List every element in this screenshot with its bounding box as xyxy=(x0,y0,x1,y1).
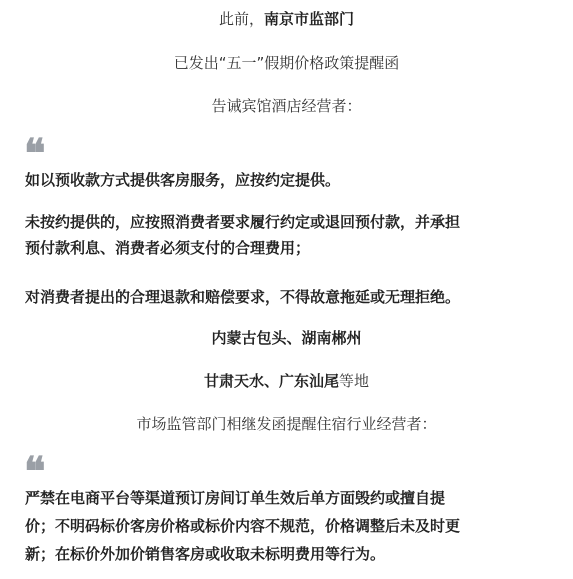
middle-line-2-suffix: 等地 xyxy=(339,372,370,390)
quote2-line-3: 新；在标价外加价销售客房或收取未标明费用等行为。 xyxy=(25,545,386,563)
quote2-line-2: 价；不明码标价客房价格或标价内容不规范，价格调整后未及时更 xyxy=(25,517,461,535)
middle-line-3: 市场监管部门相继发函提醒住宿行业经营者： xyxy=(136,415,437,433)
quote2-line-1: 严禁在电商平台等渠道预订房间订单生效后单方面毁约或擅自提 xyxy=(25,489,446,507)
quote1-paragraph-3: 对消费者提出的合理退款和赔偿要求，不得故意拖延或无理拒绝。 xyxy=(25,288,461,306)
middle-line-1-bold: 内蒙古包头、湖南郴州 xyxy=(211,329,362,347)
quote-open-icon: ❝ xyxy=(24,130,46,177)
middle-line-2-bold: 甘肃天水、广东汕尾 xyxy=(203,372,339,390)
intro-line-2: 已发出“五一”假期价格政策提醒函 xyxy=(173,54,400,72)
quote1-paragraph-2-line-1: 未按约提供的，应按照消费者要求履行约定或退回预付款，并承担 xyxy=(25,213,461,231)
intro-line-1-prefix: 此前， xyxy=(218,10,264,28)
middle-line-2 xyxy=(0,371,573,391)
intro-line-3: 告诫宾馆酒店经营者： xyxy=(211,97,362,115)
quote1-paragraph-2-line-2: 预付款利息、消费者必须支付的合理费用； xyxy=(25,239,311,257)
quote-open-icon-2: ❝ xyxy=(24,448,46,495)
quote1-paragraph-1: 如以预收款方式提供客房服务，应按约定提供。 xyxy=(25,171,341,189)
middle-line-1 xyxy=(0,328,573,348)
intro-line-1-bold: 南京市监部门 xyxy=(264,10,355,28)
intro-line-1 xyxy=(0,9,573,29)
